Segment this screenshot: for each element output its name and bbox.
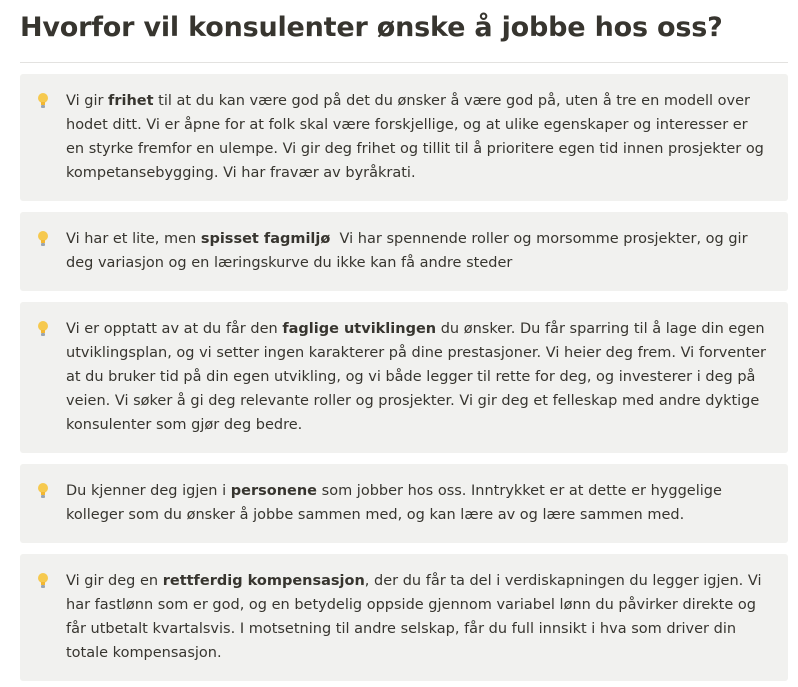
callout-personene	[20, 464, 788, 543]
callout-text: Vi har et lite, men spisset fagmiljø Vi har spennende roller og morsomme prosjekter, og gir deg variasjon og en læringskurve du ikke kan få andre steder	[66, 231, 753, 271]
lightbulb-icon	[36, 320, 50, 338]
lightbulb-icon	[36, 572, 50, 590]
callout-fagmiljo	[20, 212, 788, 291]
callout-text: Vi gir frihet til at du kan være god på det du ønsker å være god på, uten å tre en modell over hodet ditt. Vi er åpne for at folk skal være forskjellige, og at ulike egenskaper og interesser er en styrke fremfor en ulempe. Vi gir deg frihet og tillit til å prioritere egen tid innen prosjekter og kompetansebygging. Vi har fravær av byråkrati.	[66, 93, 764, 181]
callout-text: Du kjenner deg igjen i personene som jobber hos oss. Inntrykket er at dette er hyggelige kolleger som du ønsker å jobbe sammen med, og kan lære av og lære sammen med.	[66, 483, 722, 523]
callout-frihet	[20, 74, 788, 201]
lightbulb-icon	[36, 92, 50, 110]
page-heading: Hvorfor vil konsulenter ønske å jobbe hos oss?	[20, 12, 723, 43]
divider	[20, 62, 788, 63]
callout-text: Vi er opptatt av at du får den faglige utviklingen du ønsker. Du får sparring til å lage din egen utviklingsplan, og vi setter ingen karakterer på dine prestasjoner. Vi heier deg frem. Vi forventer at du bruker tid på din egen utvikling, og vi både legger til rette for deg, og investerer i deg på veien. Vi søker å gi deg relevante roller og prosjekter. Vi gir deg et felleskap med andre dyktige konsulenter som gjør deg bedre.	[66, 321, 767, 433]
callout-kompensasjon	[20, 554, 788, 681]
lightbulb-icon	[36, 230, 50, 248]
callout-faglig-utvikling	[20, 302, 788, 453]
lightbulb-icon	[36, 482, 50, 500]
callout-text: Vi gir deg en rettferdig kompensasjon, der du får ta del i verdiskapningen du legger igjen. Vi har fastlønn som er god, og en betydelig oppside gjennom variabel lønn du påvirker direkte og får utbetalt kvartalsvis. I motsetning til andre selskap, får du full innsikt i hva som driver din totale kompensasjon.	[66, 573, 762, 661]
